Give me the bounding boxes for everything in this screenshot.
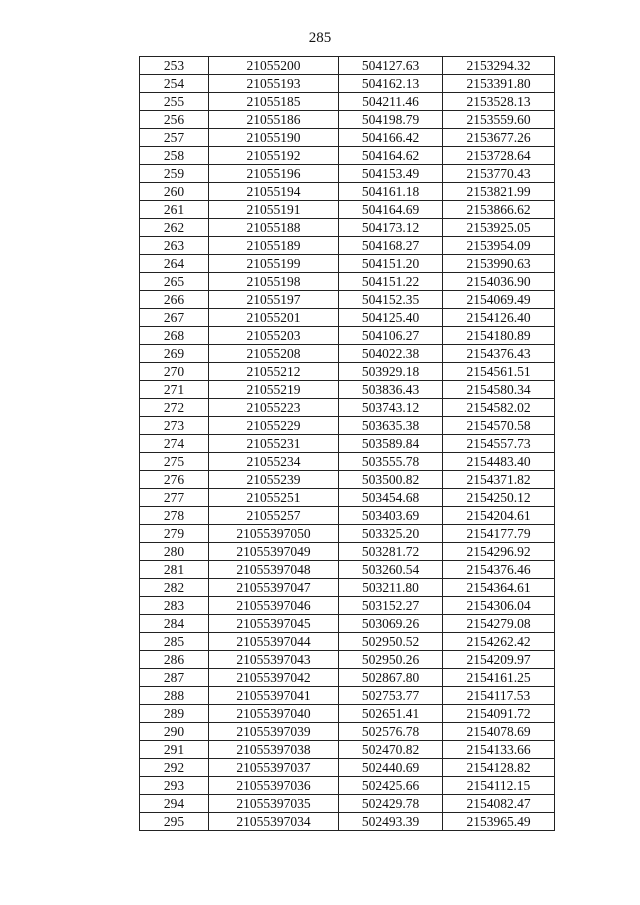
point-id-cell: 21055191 — [209, 201, 339, 219]
row-number-cell: 261 — [140, 201, 209, 219]
table-row — [140, 57, 555, 75]
table-row — [140, 345, 555, 363]
table-row — [140, 273, 555, 291]
point-id-cell: 21055397046 — [209, 597, 339, 615]
point-id-cell: 21055192 — [209, 147, 339, 165]
row-number-cell: 282 — [140, 579, 209, 597]
x-coordinate-cell: 504106.27 — [339, 327, 443, 345]
point-id-cell: 21055397040 — [209, 705, 339, 723]
table-row — [140, 651, 555, 669]
x-coordinate-cell: 502493.39 — [339, 813, 443, 831]
table-row — [140, 741, 555, 759]
table-row — [140, 183, 555, 201]
x-coordinate-cell: 502425.66 — [339, 777, 443, 795]
row-number-cell: 284 — [140, 615, 209, 633]
y-coordinate-cell: 2153728.64 — [443, 147, 555, 165]
table-row — [140, 507, 555, 525]
table-row — [140, 255, 555, 273]
x-coordinate-cell: 503589.84 — [339, 435, 443, 453]
point-id-cell: 21055397045 — [209, 615, 339, 633]
table-row — [140, 723, 555, 741]
row-number-cell: 266 — [140, 291, 209, 309]
row-number-cell: 276 — [140, 471, 209, 489]
table-row — [140, 381, 555, 399]
table-row — [140, 363, 555, 381]
y-coordinate-cell: 2153391.80 — [443, 75, 555, 93]
table-row — [140, 561, 555, 579]
x-coordinate-cell: 504164.69 — [339, 201, 443, 219]
point-id-cell: 21055196 — [209, 165, 339, 183]
row-number-cell: 291 — [140, 741, 209, 759]
point-id-cell: 21055251 — [209, 489, 339, 507]
x-coordinate-cell: 504125.40 — [339, 309, 443, 327]
row-number-cell: 275 — [140, 453, 209, 471]
row-number-cell: 286 — [140, 651, 209, 669]
point-id-cell: 21055397034 — [209, 813, 339, 831]
x-coordinate-cell: 503635.38 — [339, 417, 443, 435]
table-row — [140, 399, 555, 417]
y-coordinate-cell: 2154364.61 — [443, 579, 555, 597]
point-id-cell: 21055397035 — [209, 795, 339, 813]
y-coordinate-cell: 2153677.26 — [443, 129, 555, 147]
row-number-cell: 272 — [140, 399, 209, 417]
x-coordinate-cell: 503555.78 — [339, 453, 443, 471]
y-coordinate-cell: 2154209.97 — [443, 651, 555, 669]
table-row — [140, 453, 555, 471]
x-coordinate-cell: 504022.38 — [339, 345, 443, 363]
y-coordinate-cell: 2154582.02 — [443, 399, 555, 417]
row-number-cell: 292 — [140, 759, 209, 777]
point-id-cell: 21055208 — [209, 345, 339, 363]
row-number-cell: 293 — [140, 777, 209, 795]
y-coordinate-cell: 2154069.49 — [443, 291, 555, 309]
row-number-cell: 271 — [140, 381, 209, 399]
point-id-cell: 21055212 — [209, 363, 339, 381]
x-coordinate-cell: 502440.69 — [339, 759, 443, 777]
row-number-cell: 295 — [140, 813, 209, 831]
y-coordinate-cell: 2154161.25 — [443, 669, 555, 687]
row-number-cell: 260 — [140, 183, 209, 201]
table-row — [140, 75, 555, 93]
row-number-cell: 259 — [140, 165, 209, 183]
table-row — [140, 417, 555, 435]
y-coordinate-cell: 2154580.34 — [443, 381, 555, 399]
point-id-cell: 21055397049 — [209, 543, 339, 561]
x-coordinate-cell: 502429.78 — [339, 795, 443, 813]
row-number-cell: 258 — [140, 147, 209, 165]
point-id-cell: 21055198 — [209, 273, 339, 291]
x-coordinate-cell: 503069.26 — [339, 615, 443, 633]
x-coordinate-cell: 504162.13 — [339, 75, 443, 93]
point-id-cell: 21055190 — [209, 129, 339, 147]
row-number-cell: 265 — [140, 273, 209, 291]
point-id-cell: 21055397039 — [209, 723, 339, 741]
table-row — [140, 435, 555, 453]
row-number-cell: 279 — [140, 525, 209, 543]
y-coordinate-cell: 2153866.62 — [443, 201, 555, 219]
x-coordinate-cell: 504153.49 — [339, 165, 443, 183]
x-coordinate-cell: 504161.18 — [339, 183, 443, 201]
point-id-cell: 21055397038 — [209, 741, 339, 759]
y-coordinate-cell: 2154262.42 — [443, 633, 555, 651]
x-coordinate-cell: 504151.20 — [339, 255, 443, 273]
y-coordinate-cell: 2153821.99 — [443, 183, 555, 201]
x-coordinate-cell: 504166.42 — [339, 129, 443, 147]
coordinates-table-body — [140, 57, 555, 831]
x-coordinate-cell: 503500.82 — [339, 471, 443, 489]
table-row — [140, 489, 555, 507]
x-coordinate-cell: 503281.72 — [339, 543, 443, 561]
table-row — [140, 309, 555, 327]
row-number-cell: 274 — [140, 435, 209, 453]
table-row — [140, 615, 555, 633]
row-number-cell: 263 — [140, 237, 209, 255]
row-number-cell: 273 — [140, 417, 209, 435]
point-id-cell: 21055397041 — [209, 687, 339, 705]
x-coordinate-cell: 504173.12 — [339, 219, 443, 237]
y-coordinate-cell: 2154561.51 — [443, 363, 555, 381]
table-row — [140, 129, 555, 147]
table-row — [140, 795, 555, 813]
y-coordinate-cell: 2153770.43 — [443, 165, 555, 183]
x-coordinate-cell: 503325.20 — [339, 525, 443, 543]
table-row — [140, 111, 555, 129]
y-coordinate-cell: 2153925.05 — [443, 219, 555, 237]
point-id-cell: 21055397050 — [209, 525, 339, 543]
table-row — [140, 777, 555, 795]
y-coordinate-cell: 2154082.47 — [443, 795, 555, 813]
x-coordinate-cell: 504211.46 — [339, 93, 443, 111]
point-id-cell: 21055397047 — [209, 579, 339, 597]
y-coordinate-cell: 2154376.46 — [443, 561, 555, 579]
row-number-cell: 278 — [140, 507, 209, 525]
x-coordinate-cell: 504127.63 — [339, 57, 443, 75]
y-coordinate-cell: 2154128.82 — [443, 759, 555, 777]
row-number-cell: 288 — [140, 687, 209, 705]
table-row — [140, 201, 555, 219]
x-coordinate-cell: 504151.22 — [339, 273, 443, 291]
row-number-cell: 254 — [140, 75, 209, 93]
row-number-cell: 290 — [140, 723, 209, 741]
x-coordinate-cell: 502576.78 — [339, 723, 443, 741]
table-row — [140, 543, 555, 561]
y-coordinate-cell: 2154296.92 — [443, 543, 555, 561]
row-number-cell: 289 — [140, 705, 209, 723]
x-coordinate-cell: 503454.68 — [339, 489, 443, 507]
table-row — [140, 813, 555, 831]
row-number-cell: 262 — [140, 219, 209, 237]
point-id-cell: 21055397036 — [209, 777, 339, 795]
point-id-cell: 21055397042 — [209, 669, 339, 687]
row-number-cell: 268 — [140, 327, 209, 345]
coordinates-table — [139, 56, 555, 831]
y-coordinate-cell: 2153559.60 — [443, 111, 555, 129]
row-number-cell: 287 — [140, 669, 209, 687]
row-number-cell: 285 — [140, 633, 209, 651]
y-coordinate-cell: 2154091.72 — [443, 705, 555, 723]
y-coordinate-cell: 2154126.40 — [443, 309, 555, 327]
x-coordinate-cell: 504198.79 — [339, 111, 443, 129]
table-row — [140, 219, 555, 237]
table-row — [140, 525, 555, 543]
table-row — [140, 705, 555, 723]
x-coordinate-cell: 504164.62 — [339, 147, 443, 165]
table-row — [140, 327, 555, 345]
point-id-cell: 21055257 — [209, 507, 339, 525]
row-number-cell: 269 — [140, 345, 209, 363]
row-number-cell: 280 — [140, 543, 209, 561]
y-coordinate-cell: 2153528.13 — [443, 93, 555, 111]
row-number-cell: 253 — [140, 57, 209, 75]
y-coordinate-cell: 2154306.04 — [443, 597, 555, 615]
table-row — [140, 579, 555, 597]
x-coordinate-cell: 504168.27 — [339, 237, 443, 255]
x-coordinate-cell: 503152.27 — [339, 597, 443, 615]
row-number-cell: 264 — [140, 255, 209, 273]
point-id-cell: 21055185 — [209, 93, 339, 111]
y-coordinate-cell: 2154036.90 — [443, 273, 555, 291]
x-coordinate-cell: 502867.80 — [339, 669, 443, 687]
y-coordinate-cell: 2153990.63 — [443, 255, 555, 273]
x-coordinate-cell: 503929.18 — [339, 363, 443, 381]
point-id-cell: 21055234 — [209, 453, 339, 471]
point-id-cell: 21055219 — [209, 381, 339, 399]
y-coordinate-cell: 2154112.15 — [443, 777, 555, 795]
table-row — [140, 759, 555, 777]
x-coordinate-cell: 503836.43 — [339, 381, 443, 399]
y-coordinate-cell: 2154376.43 — [443, 345, 555, 363]
x-coordinate-cell: 502950.26 — [339, 651, 443, 669]
row-number-cell: 257 — [140, 129, 209, 147]
y-coordinate-cell: 2153294.32 — [443, 57, 555, 75]
point-id-cell: 21055397037 — [209, 759, 339, 777]
point-id-cell: 21055188 — [209, 219, 339, 237]
row-number-cell: 255 — [140, 93, 209, 111]
y-coordinate-cell: 2154557.73 — [443, 435, 555, 453]
table-row — [140, 237, 555, 255]
table-row — [140, 669, 555, 687]
y-coordinate-cell: 2153965.49 — [443, 813, 555, 831]
x-coordinate-cell: 502470.82 — [339, 741, 443, 759]
point-id-cell: 21055201 — [209, 309, 339, 327]
row-number-cell: 256 — [140, 111, 209, 129]
row-number-cell: 283 — [140, 597, 209, 615]
y-coordinate-cell: 2154177.79 — [443, 525, 555, 543]
point-id-cell: 21055193 — [209, 75, 339, 93]
point-id-cell: 21055186 — [209, 111, 339, 129]
x-coordinate-cell: 503403.69 — [339, 507, 443, 525]
x-coordinate-cell: 504152.35 — [339, 291, 443, 309]
y-coordinate-cell: 2154483.40 — [443, 453, 555, 471]
y-coordinate-cell: 2154117.53 — [443, 687, 555, 705]
point-id-cell: 21055197 — [209, 291, 339, 309]
y-coordinate-cell: 2154078.69 — [443, 723, 555, 741]
row-number-cell: 294 — [140, 795, 209, 813]
page-number: 285 — [308, 30, 332, 46]
row-number-cell: 267 — [140, 309, 209, 327]
y-coordinate-cell: 2153954.09 — [443, 237, 555, 255]
point-id-cell: 21055231 — [209, 435, 339, 453]
y-coordinate-cell: 2154570.58 — [443, 417, 555, 435]
point-id-cell: 21055397044 — [209, 633, 339, 651]
point-id-cell: 21055397048 — [209, 561, 339, 579]
x-coordinate-cell: 502651.41 — [339, 705, 443, 723]
point-id-cell: 21055189 — [209, 237, 339, 255]
y-coordinate-cell: 2154180.89 — [443, 327, 555, 345]
y-coordinate-cell: 2154279.08 — [443, 615, 555, 633]
table-row — [140, 93, 555, 111]
row-number-cell: 281 — [140, 561, 209, 579]
point-id-cell: 21055194 — [209, 183, 339, 201]
x-coordinate-cell: 502950.52 — [339, 633, 443, 651]
row-number-cell: 277 — [140, 489, 209, 507]
y-coordinate-cell: 2154133.66 — [443, 741, 555, 759]
point-id-cell: 21055239 — [209, 471, 339, 489]
table-row — [140, 291, 555, 309]
x-coordinate-cell: 503743.12 — [339, 399, 443, 417]
point-id-cell: 21055223 — [209, 399, 339, 417]
table-row — [140, 597, 555, 615]
point-id-cell: 21055200 — [209, 57, 339, 75]
y-coordinate-cell: 2154250.12 — [443, 489, 555, 507]
table-row — [140, 147, 555, 165]
point-id-cell: 21055397043 — [209, 651, 339, 669]
x-coordinate-cell: 502753.77 — [339, 687, 443, 705]
x-coordinate-cell: 503260.54 — [339, 561, 443, 579]
point-id-cell: 21055199 — [209, 255, 339, 273]
x-coordinate-cell: 503211.80 — [339, 579, 443, 597]
table-row — [140, 165, 555, 183]
row-number-cell: 270 — [140, 363, 209, 381]
y-coordinate-cell: 2154371.82 — [443, 471, 555, 489]
point-id-cell: 21055229 — [209, 417, 339, 435]
y-coordinate-cell: 2154204.61 — [443, 507, 555, 525]
point-id-cell: 21055203 — [209, 327, 339, 345]
table-row — [140, 471, 555, 489]
table-row — [140, 633, 555, 651]
table-row — [140, 687, 555, 705]
